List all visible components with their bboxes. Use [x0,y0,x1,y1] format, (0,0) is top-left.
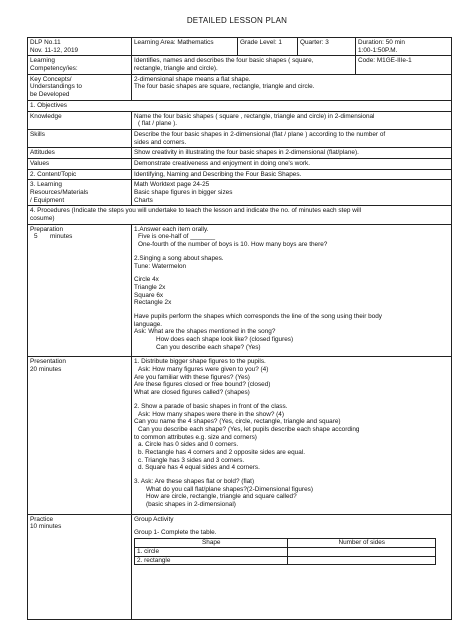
preparation-line: One-fourth of the number of boys is 10. How many boys are there? [138,241,328,249]
presentation-line: c. Triangle has 3 sides and 3 corners. [138,456,245,464]
presentation-line: What do you call flat/plane shapes?(2-Dimensional figures) [146,485,313,493]
dlp-number: DLP No.11 [30,39,61,46]
procedures-line: cosume) [30,215,55,223]
presentation-line: Are these figures closed or free bound? (closed) [134,381,271,389]
competency-text-line: Identifies, names and describes the four basic shapes ( square, [134,57,314,65]
content-text: Identifying, Naming and Describing the Four Basic Shapes. [132,169,452,180]
duration: Duration: 50 min [358,39,405,46]
knowledge-label: Knowledge [28,111,132,129]
table-row [135,556,436,565]
content-row [28,169,452,180]
key-concept-line: 2-dimensional shape means a flat shape. [134,75,251,83]
key-concept-line: The four basic shapes are square, rectangle, triangle and circle. [134,83,315,91]
key-concepts-label-line: Understandings to [30,83,82,91]
table-row [135,547,436,556]
attitudes-text: Show creativity in illustrating the four basic shapes in 2-dimensional (flat/plane). [132,148,452,159]
resources-list [132,180,452,206]
presentation-minutes: 20 minutes [30,366,62,374]
competency-label-line: Competency/ies: [30,65,78,73]
objectives-heading-row [28,100,452,111]
practice-row [28,514,452,619]
presentation-line: Ask: How many figures were given to you? (4) [138,366,269,374]
preparation-line: Triangle 2x [134,283,166,291]
competency-row [28,56,452,74]
skills-label: Skills [28,129,132,147]
preparation-line: Can you describe each shape? (Yes) [156,343,261,351]
presentation-line: Can you name the 4 shapes? (Yes, circle, rectangle, triangle and square) [134,418,341,426]
preparation-label-cell [28,224,132,357]
quarter: Quarter: 3 [298,38,356,56]
skills-line: Describe the four basic shapes in 2-dimensional (flat / plane ) according to the number of [134,130,386,138]
practice-shape-table [134,538,436,565]
presentation-line: (basic shapes in 2-dimensional) [146,501,236,509]
preparation-line: Have pupils perform the shapes which corresponds the line of the song using their body [134,312,382,320]
shape-cell: 1. circle [135,547,288,556]
practice-label: Practice [30,515,54,523]
presentation-label: Presentation [30,358,66,366]
content-label: 2. Content/Topic [28,169,132,180]
presentation-line: 2. Show a parade of basic shapes in front of the class. [134,402,288,410]
presentation-line: d. Square has 4 equal sides and 4 corners. [138,464,260,472]
competency-label [28,56,132,74]
practice-content [132,514,452,619]
resource-item: Basic shape figures in bigger sizes [134,189,233,196]
skills-text [132,129,452,147]
skills-row [28,129,452,147]
preparation-line: How does each shape look like? (closed figures) [156,336,294,343]
duration-cell [356,38,452,56]
competency-label-line: Learning [30,57,55,65]
values-label: Values [28,158,132,169]
preparation-line: Five is one-half of _______ [138,233,216,241]
shape-column-header: Shape [135,539,288,548]
presentation-line: 1. Distribute bigger shape figures to the pupils. [134,358,266,366]
competency-code: Code: M1GE-IIIe-1 [356,56,452,74]
preparation-line: Tune: Watermelon [134,262,187,270]
sides-cell [288,556,436,565]
procedures-row [28,206,452,224]
skills-line: sides and corners. [134,138,187,146]
preparation-line: 1.Answer each item orally. [134,225,209,233]
document-title: DETAILED LESSON PLAN [186,16,288,25]
presentation-line: a. Circle has 0 sides and 0 corners. [138,441,239,449]
resources-label [28,180,132,206]
presentation-line: What are closed figures called? (shapes) [134,389,250,397]
presentation-line: to common attributes e.g. size and corners) [134,433,257,441]
resources-row [28,180,452,206]
preparation-line: Square 6x [134,291,164,299]
presentation-content [132,357,452,514]
attitudes-label: Attitudes [28,148,132,159]
presentation-line: Ask: How many shapes were there in the show? (4) [138,410,284,418]
dlp-info-cell [28,38,132,56]
presentation-line: 3. Ask: Are these shapes flat or bold? (flat) [134,478,255,485]
key-concepts-text [132,74,452,100]
lesson-plan-table [27,37,452,620]
group-instruction: Group 1- Complete the table. [134,529,217,537]
preparation-line: 2.Singing a song about shapes. [134,254,224,262]
resources-label-line: 3. Learning [30,181,62,189]
presentation-label-cell [28,357,132,514]
header-row [28,38,452,56]
preparation-content [132,224,452,357]
practice-table-header [135,539,436,548]
key-concepts-row [28,74,452,100]
values-text: Demonstrate creativeness and enjoyment in doing one's work. [132,158,452,169]
key-concepts-label-line: Key Concepts/ [30,75,72,83]
preparation-line: Rectangle 2x [134,299,172,307]
preparation-minutes: 5 minutes [34,233,73,241]
shape-cell: 2. rectangle [135,556,288,565]
preparation-label: Preparation [30,225,64,233]
resources-label-line: Resources/Materials [30,189,89,196]
group-activity-label: Group Activity [134,515,174,523]
objectives-heading: 1. Objectives [28,100,452,111]
practice-label-cell [28,514,132,619]
practice-minutes: 10 minutes [30,523,62,531]
preparation-line: Ask: What are the shapes mentioned in the song? [134,328,276,336]
knowledge-text [132,111,452,129]
sides-column-header: Number of sides [288,539,436,548]
presentation-line: Are you familiar with these figures? (Yes) [134,373,250,381]
knowledge-line: ( flat / plane ). [138,120,178,128]
resources-label-line: / Equipment [30,196,65,204]
lesson-date: Nov. 11-12, 2019 [30,46,79,54]
key-concepts-label [28,74,132,100]
resource-item: Math Worktext page 24-25 [134,181,210,189]
preparation-line: Circle 4x [134,276,159,284]
knowledge-row [28,111,452,129]
grade-level: Grade Level: 1 [238,38,298,56]
presentation-row [28,357,452,514]
procedures-text [28,206,452,224]
values-row [28,158,452,169]
sides-cell [288,547,436,556]
preparation-line: language. [134,320,163,328]
procedures-line: 4. Procedures (Indicate the steps you will undertake to teach the lesson and indicate the no. of minutes each step will [30,207,362,215]
resource-item: Charts [134,196,153,204]
competency-text [132,56,356,74]
time-range: 1:00-1:50P.M. [358,46,398,54]
preparation-row [28,224,452,357]
presentation-line: Can you describe each shape? (Yes, let pupils describe each shape according [138,425,360,433]
learning-area: Learning Area: Mathematics [132,38,238,56]
knowledge-line: Name the four basic shapes ( square , rectangle, triangle and circle) in 2-dimensional [134,112,375,120]
competency-text-line: rectangle, triangle and circle). [134,65,218,73]
attitudes-row [28,148,452,159]
key-concepts-label-line: be Developed [30,91,70,99]
presentation-line: b. Rectangle has 4 corners and 2 opposite sides are equal. [138,448,305,456]
presentation-line: How are circle, rectangle, triangle and square called? [146,493,297,501]
